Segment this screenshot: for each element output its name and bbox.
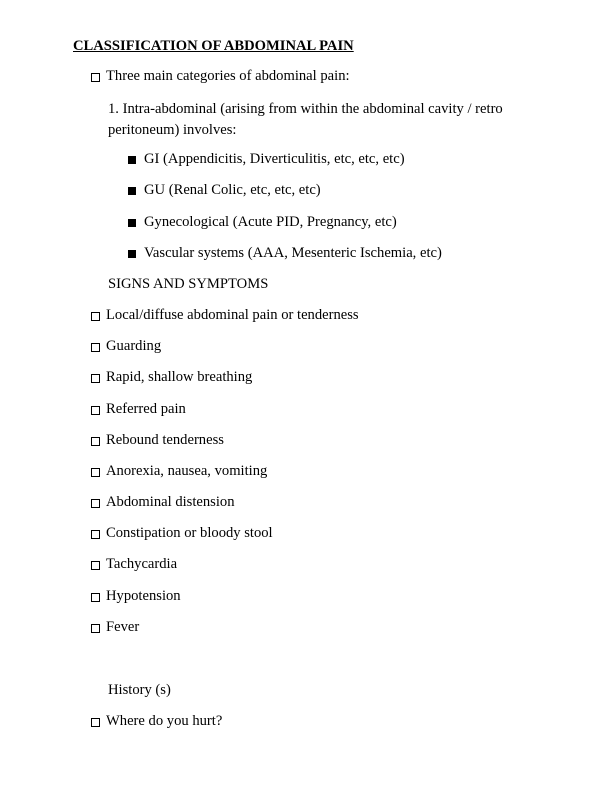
checkbox-icon [91, 499, 100, 508]
sign-item [91, 307, 359, 324]
checkbox-icon [91, 561, 100, 570]
intro-text: Three main categories of abdominal pain: [106, 68, 350, 84]
sign-text: Abdominal distension [106, 494, 235, 510]
subitem [128, 245, 442, 262]
subitem [128, 182, 321, 199]
sign-text: Tachycardia [106, 556, 178, 572]
sign-text: Local/diffuse abdominal pain or tenderness [106, 307, 359, 323]
category-1-text: 1. Intra-abdominal (arising from within the abdominal cavity / retro peritoneum) involves: [108, 101, 503, 138]
square-bullet-icon [128, 156, 136, 164]
checkbox-icon [91, 468, 100, 477]
checkbox-icon [91, 406, 100, 415]
sign-item [91, 619, 139, 636]
checkbox-icon [91, 437, 100, 446]
subitem-text: GI (Appendicitis, Diverticulitis, etc, etc, etc) [144, 151, 405, 167]
sign-item [91, 494, 235, 511]
sign-item [91, 369, 252, 386]
intro-item [91, 68, 350, 85]
subitem-text: Vascular systems (AAA, Mesenteric Ischemia, etc) [144, 245, 442, 261]
sign-text: Constipation or bloody stool [106, 525, 273, 541]
sign-item [91, 556, 177, 573]
checkbox-icon [91, 624, 100, 633]
sign-text: Fever [106, 619, 140, 635]
sign-text: Anorexia, nausea, vomiting [106, 463, 268, 479]
checkbox-icon [91, 593, 100, 602]
sign-text: Rapid, shallow breathing [106, 369, 253, 385]
sign-text: Rebound tenderness [106, 432, 224, 448]
history-item [91, 713, 222, 730]
checkbox-icon [91, 343, 100, 352]
checkbox-icon [91, 73, 100, 82]
subitem-text: GU (Renal Colic, etc, etc, etc) [144, 182, 321, 198]
checkbox-icon [91, 312, 100, 321]
history-text: Where do you hurt? [106, 713, 223, 729]
sign-item [91, 525, 273, 542]
subitem [128, 151, 405, 168]
sign-item [91, 463, 267, 480]
checkbox-icon [91, 530, 100, 539]
sign-item [91, 401, 186, 418]
subitem [128, 214, 397, 231]
sign-item [91, 588, 181, 605]
checkbox-icon [91, 718, 100, 727]
square-bullet-icon [128, 187, 136, 195]
history-heading: History (s) [108, 682, 171, 698]
sign-text: Referred pain [106, 401, 186, 417]
document-title: CLASSIFICATION OF ABDOMINAL PAIN [73, 38, 354, 54]
subitem-text: Gynecological (Acute PID, Pregnancy, etc) [144, 214, 397, 230]
sign-item [91, 338, 161, 355]
square-bullet-icon [128, 219, 136, 227]
sign-text: Guarding [106, 338, 162, 354]
sign-item [91, 432, 224, 449]
checkbox-icon [91, 374, 100, 383]
signs-heading: SIGNS AND SYMPTOMS [108, 276, 269, 292]
sign-text: Hypotension [106, 588, 181, 604]
square-bullet-icon [128, 250, 136, 258]
